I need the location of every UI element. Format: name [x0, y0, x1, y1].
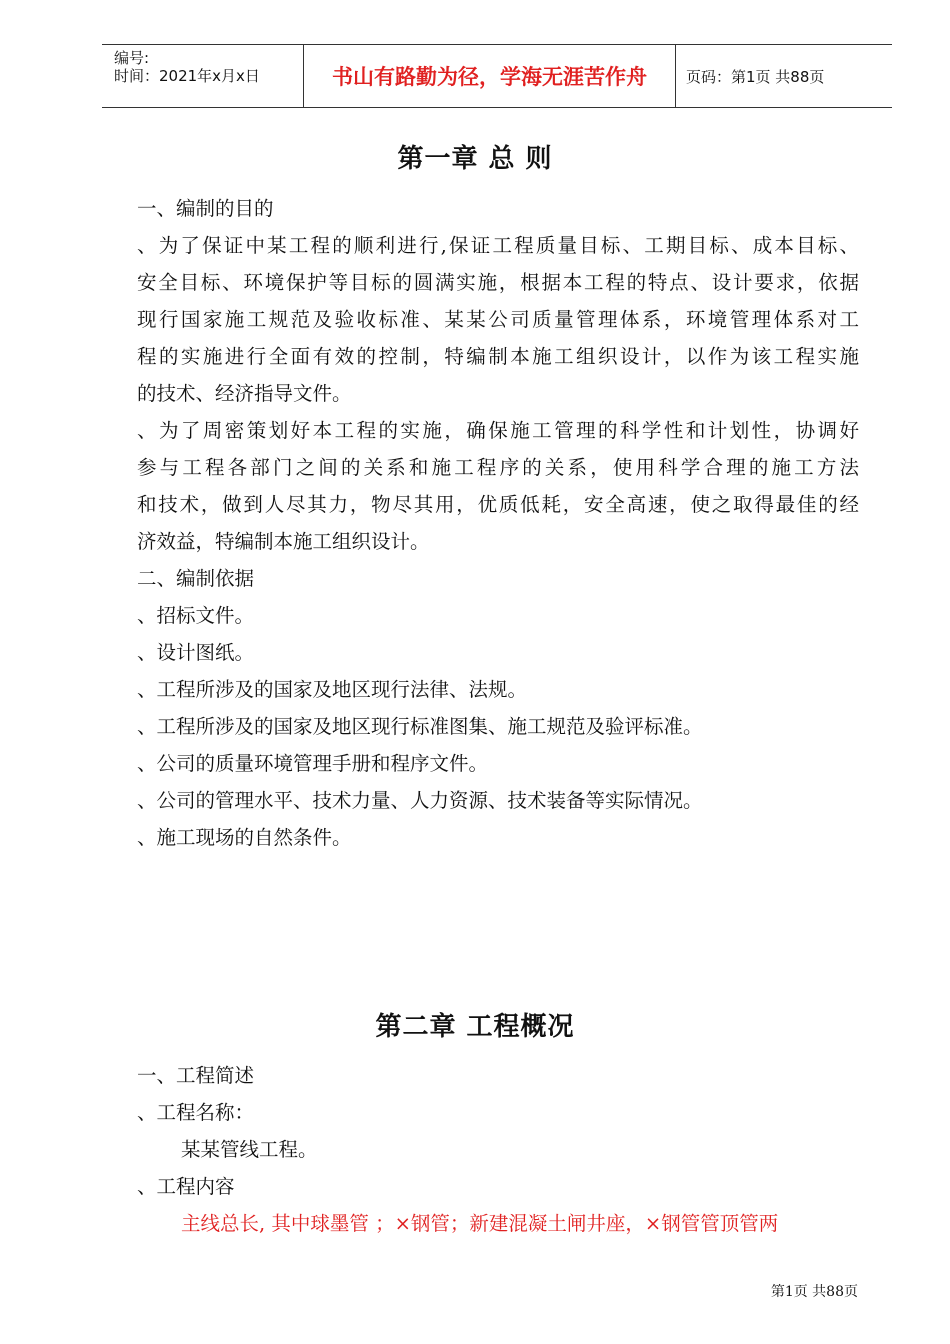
- chapter1-body: [137, 190, 859, 856]
- chapter2-body: [137, 1057, 859, 1242]
- section-heading: 一、编制的目的: [137, 197, 274, 220]
- header-motto: 书山有路勤为径，学海无涯苦作舟: [304, 45, 676, 107]
- list-item: 、公司的质量环境管理手册和程序文件。: [137, 752, 489, 775]
- list-item: 、工程名称：: [137, 1101, 255, 1124]
- chapter2-title: 第二章 工程概况: [375, 1012, 575, 1042]
- header-page-info: 页码：第1页 共88页: [686, 67, 825, 86]
- page-header: [102, 44, 892, 108]
- list-item: 、施工现场的自然条件。: [137, 826, 352, 849]
- paragraph-line: 程的实施进行全面有效的控制，特编制本施工组织设计，以作为该工程实施: [137, 345, 859, 368]
- list-item: 、设计图纸。: [137, 641, 255, 664]
- list-item: 、招标文件。: [137, 604, 255, 627]
- serial-label: 编号:: [114, 49, 150, 67]
- paragraph-line: 和技术，做到人尽其力，物尽其用，优质低耗，安全高速，使之取得最佳的经: [137, 493, 859, 516]
- paragraph-line: 参与工程各部门之间的关系和施工程序的关系，使用科学合理的施工方法: [137, 456, 859, 479]
- project-name: 某某管线工程。: [181, 1138, 318, 1161]
- header-meta: [102, 45, 304, 107]
- section-heading: 一、工程简述: [137, 1064, 255, 1087]
- section-heading: 二、编制依据: [137, 567, 255, 590]
- project-content: 主线总长, 其中球墨管 ；×钢管；新建混凝土闸井座，×钢管管顶管两: [181, 1212, 779, 1235]
- paragraph-line: 的技术、经济指导文件。: [137, 382, 352, 405]
- list-item: 、工程所涉及的国家及地区现行标准图集、施工规范及验评标准。: [137, 715, 703, 738]
- paragraph-line: 、为了保证中某工程的顺利进行,保证工程质量目标、工期目标、成本目标、: [137, 234, 859, 257]
- chapter1-title: 第一章 总 则: [397, 144, 553, 174]
- list-item: 、工程所涉及的国家及地区现行法律、法规。: [137, 678, 528, 701]
- paragraph-line: 现行国家施工规范及验收标准、某某公司质量管理体系，环境管理体系对工: [137, 308, 859, 331]
- page-footer: 第1页 共88页: [770, 1284, 858, 1300]
- paragraph-line: 、为了周密策划好本工程的实施，确保施工管理的科学性和计划性，协调好: [137, 419, 859, 442]
- time-label: 时间：2021年x月x日: [114, 67, 260, 85]
- paragraph-line: 安全目标、环境保护等目标的圆满实施，根据本工程的特点、设计要求，依据: [137, 271, 859, 294]
- list-item: 、公司的管理水平、技术力量、人力资源、技术装备等实际情况。: [137, 789, 703, 812]
- list-item: 、工程内容: [137, 1175, 235, 1198]
- paragraph-line: 济效益，特编制本施工组织设计。: [137, 530, 430, 553]
